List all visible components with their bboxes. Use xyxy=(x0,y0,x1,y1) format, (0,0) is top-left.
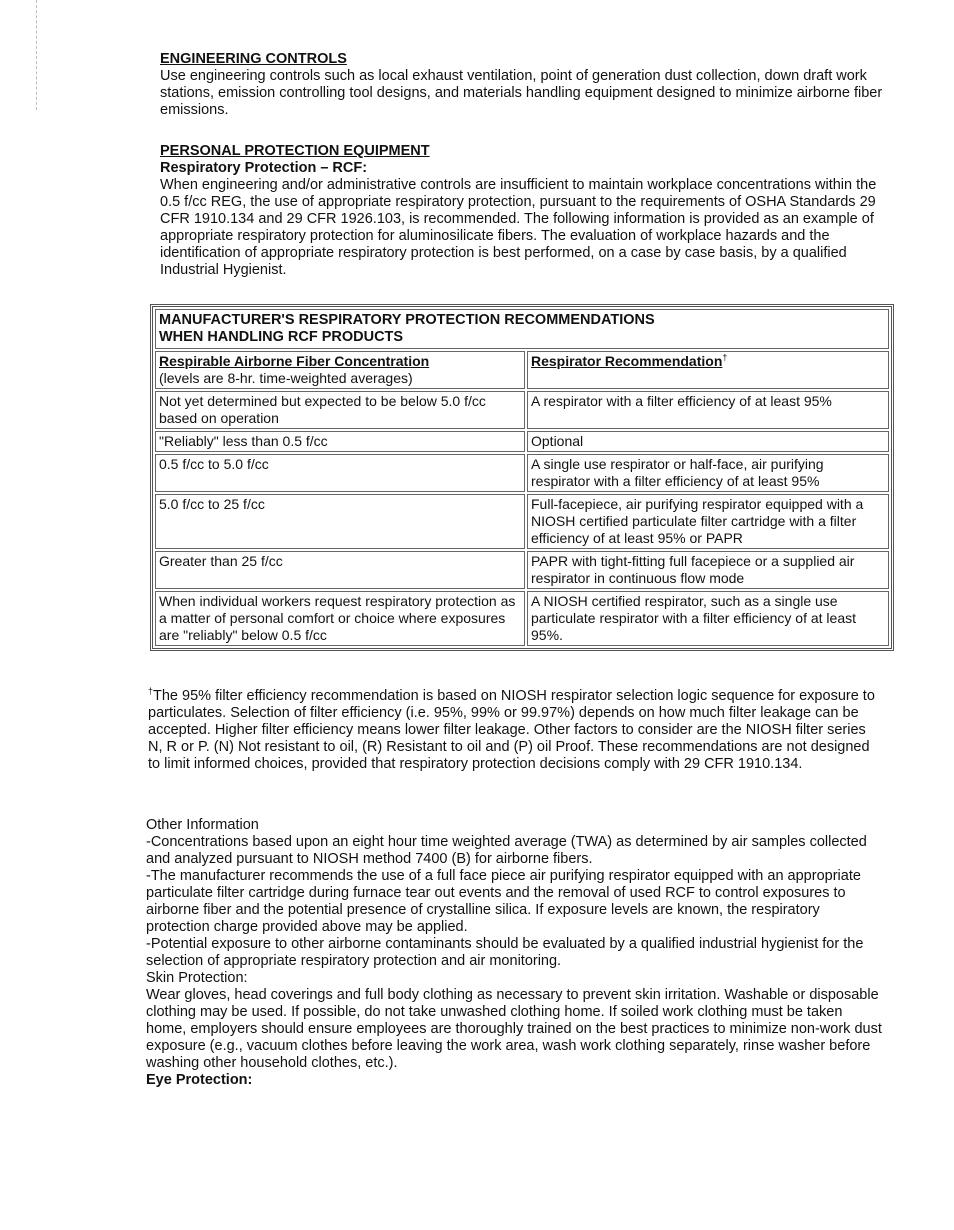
table-row xyxy=(155,454,889,492)
ppe-section xyxy=(160,143,885,279)
concentration-header xyxy=(155,351,525,389)
concentration-cell: Greater than 25 f/cc xyxy=(155,551,525,589)
recommendation-header-label: Respirator Recommendation xyxy=(531,353,723,369)
recommendation-cell: A respirator with a filter efficiency of at least 95% xyxy=(527,391,889,429)
concentration-cell: When individual workers request respiratory protection as a matter of personal comfort or choice where exposures are "reliably" below 0.5 f/cc xyxy=(155,591,525,646)
table-row xyxy=(155,551,889,589)
engineering-controls-text: Use engineering controls such as local exhaust ventilation, point of generation dust collection, down draft work stations, emission controlling tool designs, and materials handling equipment designed to minimize airborne fiber emissions. xyxy=(160,68,883,118)
eye-protection-heading: Eye Protection: xyxy=(146,1072,253,1088)
recommendation-cell: A single use respirator or half-face, air purifying respirator with a filter efficiency of at least 95% xyxy=(527,454,889,492)
other-information-item: -Potential exposure to other airborne contaminants should be evaluated by a qualified industrial hygienist for the selection of appropriate respiratory protection and air monitoring. xyxy=(146,936,864,969)
table-row xyxy=(155,591,889,646)
skin-protection-heading: Skin Protection: xyxy=(146,970,248,986)
other-information-heading: Other Information xyxy=(146,817,259,833)
scan-margin-mark xyxy=(36,0,38,110)
footnote-body: The 95% filter efficiency recommendation is based on NIOSH respirator selection logic sequence for exposure to particulates. Selection of filter efficiency (i.e. 95%, 99% or 99.97%) depends on how much filter leakage can be accepted. Higher filter efficiency means lower filter leakage. Other factors to consider are the NIOSH filter series N, R or P. (N) Not resistant to oil, (R) Resistant to oil and (P) oil Proof. These recommendations are not designed to limit informed choices, provided that respiratory protection decisions comply with 29 CFR 1910.134. xyxy=(148,688,875,772)
other-information-section xyxy=(146,817,886,1089)
table-title-line: MANUFACTURER'S RESPIRATORY PROTECTION RECOMMENDATIONS xyxy=(159,312,655,328)
table-row xyxy=(155,431,889,452)
table-title-row xyxy=(155,309,889,349)
footnote-text xyxy=(148,688,884,773)
concentration-cell: 5.0 f/cc to 25 f/cc xyxy=(155,494,525,549)
concentration-cell: "Reliably" less than 0.5 f/cc xyxy=(155,431,525,452)
engineering-controls-section xyxy=(160,51,885,119)
skin-protection-text: Wear gloves, head coverings and full body clothing as necessary to prevent skin irritation. Washable or disposable clothing may be used. If possible, do not take unwashed clothing home. If soiled work clothing must be taken home, employers should ensure employees are thoroughly trained on the best practices to minimize non-work dust exposure (e.g., vacuum clothes before leaving the work area, wash work clothing separately, rinse washer before washing other household clothes, etc.). xyxy=(146,987,882,1071)
footnote-dagger-mark: † xyxy=(148,686,154,697)
other-information-item: -The manufacturer recommends the use of a full face piece air purifying respirator equipped with an appropriate particulate filter cartridge during furnace tear out events and the removal of used RCF to control exposures to airborne fiber and the potential presence of crystalline silica. If exposure levels are known, the respiratory protection charge provided above may be applied. xyxy=(146,868,861,935)
table-row xyxy=(155,391,889,429)
concentration-header-label: Respirable Airborne Fiber Concentration xyxy=(159,353,430,369)
recommendation-cell: A NIOSH certified respirator, such as a single use particulate respirator with a filter efficiency of at least 95%. xyxy=(527,591,889,646)
footnote xyxy=(148,688,884,773)
recommendation-cell: PAPR with tight-fitting full facepiece or a supplied air respirator in continuous flow mode xyxy=(527,551,889,589)
respiratory-recommendations-table xyxy=(150,304,894,651)
respiratory-protection-text: When engineering and/or administrative controls are insufficient to maintain workplace concentrations within the 0.5 f/cc REG, the use of appropriate respiratory protection, pursuant to the requirements of OSHA Standards 29 CFR 1910.134 and 29 CFR 1926.103, is recommended. The following information is provided as an example of appropriate respiratory protection for aluminosilicate fibers. The evaluation of workplace hazards and the identification of appropriate respiratory protection is best performed, on a case by case basis, by a qualified Industrial Hygienist. xyxy=(160,177,877,278)
table-title-line: WHEN HANDLING RCF PRODUCTS xyxy=(159,329,404,345)
concentration-header-note: (levels are 8-hr. time-weighted averages) xyxy=(159,370,413,386)
dagger-mark: † xyxy=(722,352,728,363)
concentration-cell: Not yet determined but expected to be below 5.0 f/cc based on operation xyxy=(155,391,525,429)
table-title xyxy=(155,309,889,349)
recommendation-header xyxy=(527,351,889,389)
table-header-row xyxy=(155,351,889,389)
recommendation-cell: Optional xyxy=(527,431,889,452)
respiratory-protection-heading: Respiratory Protection – RCF: xyxy=(160,160,368,176)
ppe-heading: PERSONAL PROTECTION EQUIPMENT xyxy=(160,143,430,159)
recommendation-cell: Full-facepiece, air purifying respirator equipped with a NIOSH certified particulate filter cartridge with a filter efficiency of at least 95% or PAPR xyxy=(527,494,889,549)
engineering-controls-heading: ENGINEERING CONTROLS xyxy=(160,51,347,67)
other-information-item: -Concentrations based upon an eight hour time weighted average (TWA) as determined by air samples collected and analyzed pursuant to NIOSH method 7400 (B) for airborne fibers. xyxy=(146,834,867,867)
table-row xyxy=(155,494,889,549)
concentration-cell: 0.5 f/cc to 5.0 f/cc xyxy=(155,454,525,492)
